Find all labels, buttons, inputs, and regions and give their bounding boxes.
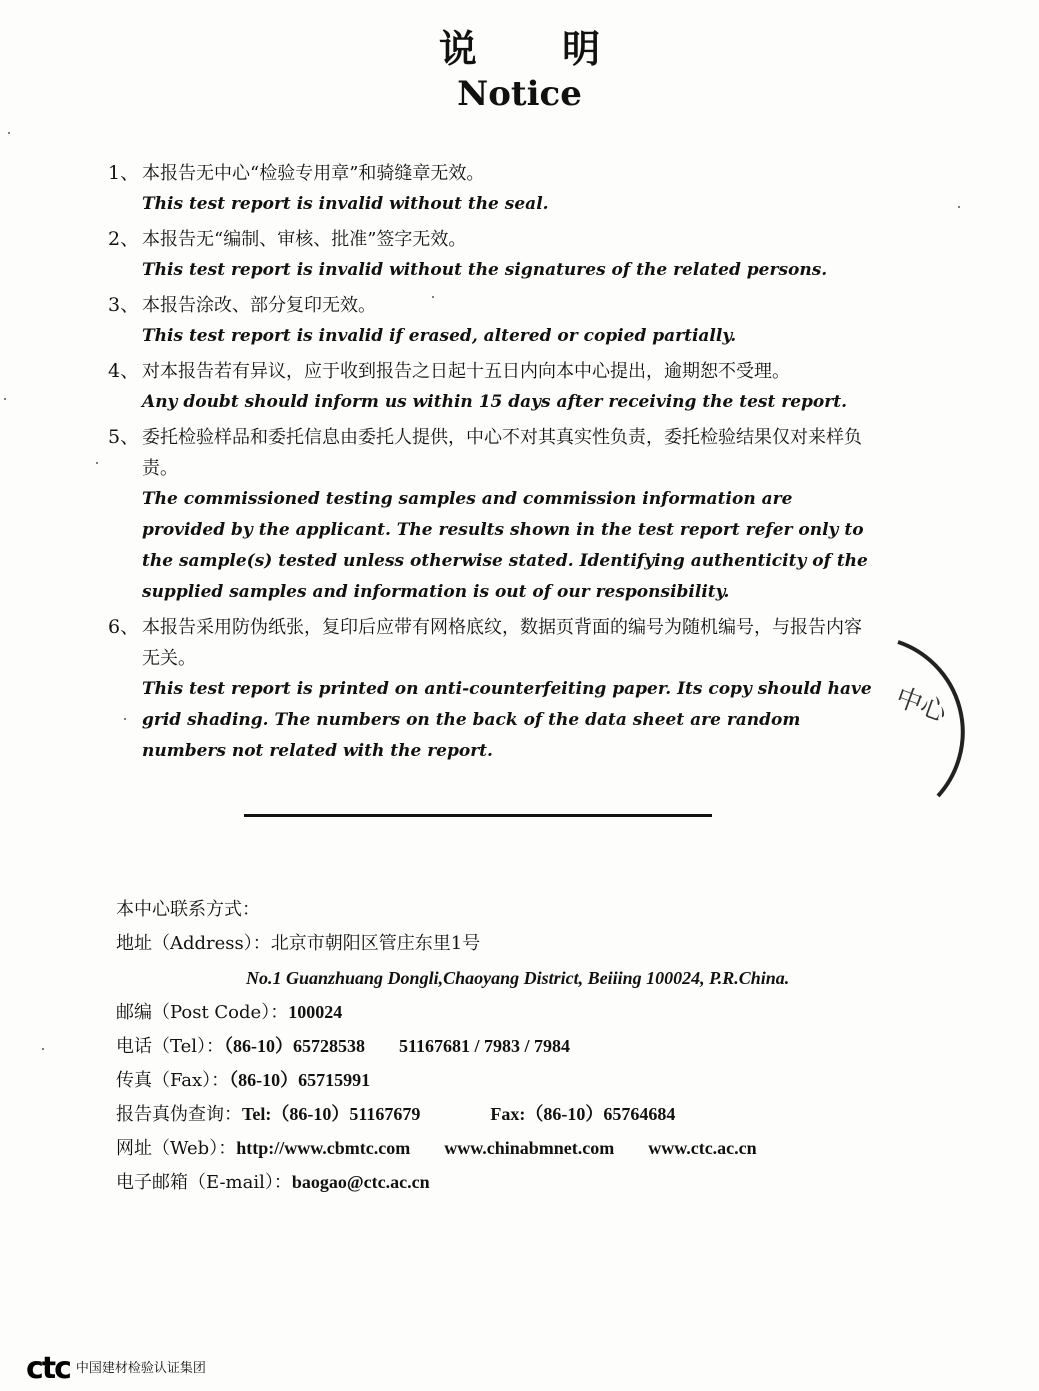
web-label: 网址（Web）： (116, 1138, 237, 1159)
scan-speck (432, 296, 434, 298)
item-text-cn: 本报告采用防伪纸张，复印后应带有网格底纹，数据页背面的编号为随机编号，与报告内容无关。 (142, 617, 862, 669)
item-number: 6、 (108, 616, 140, 638)
item-text-cn: 本报告无“编制、审核、批准”签字无效。 (142, 229, 467, 250)
tel-row (116, 1029, 916, 1063)
item-number: 2、 (108, 228, 140, 250)
tel-label: 电话（Tel）： (116, 1036, 225, 1057)
title-english: Notice (457, 74, 582, 114)
scan-speck (958, 206, 960, 208)
postcode-value: 100024 (288, 1002, 343, 1022)
fax-label: 传真（Fax）： (116, 1070, 230, 1091)
item-text-cn: 本报告无中心“检验专用章”和骑缝章无效。 (142, 163, 485, 184)
notice-item-2 (108, 224, 878, 286)
scan-speck (42, 1048, 44, 1050)
divider-line (244, 814, 712, 817)
item-text-en: The commissioned testing samples and commission information are provided by the applicant. The results shown in the test report refer only to the sample(s) tested unless otherwise stated. Identifying authenticity of the supplied samples and information is out of our responsibility. (142, 489, 868, 602)
tel-value-2: 51167681 / 7983 / 7984 (399, 1036, 571, 1056)
title-chinese: 说 明 (438, 26, 637, 71)
notice-item-4 (108, 356, 878, 418)
scan-speck (4, 398, 6, 400)
web-link-2[interactable]: www.chinabmnet.com (444, 1138, 615, 1158)
contact-heading-text: 本中心联系方式： (116, 899, 260, 920)
web-link-3[interactable]: www.ctc.ac.cn (648, 1138, 757, 1158)
postcode-row (116, 995, 916, 1029)
notice-item-1 (108, 158, 878, 220)
footer-logo (26, 1351, 206, 1386)
postcode-label: 邮编（Post Code）： (116, 1002, 289, 1023)
ctc-logo-mark: ctc (26, 1351, 70, 1386)
address-label: 地址（Address）： (116, 933, 271, 954)
logo-cn: 中国建材检验认证集团 (75, 1361, 206, 1376)
contact-heading (116, 893, 916, 927)
email-link[interactable]: baogao@ctc.ac.cn (291, 1172, 430, 1192)
item-number: 3、 (108, 294, 140, 316)
notice-item-5 (108, 422, 878, 608)
item-text-en: This test report is printed on anti-counterfeiting paper. Its copy should have grid shading. The numbers on the back of the data sheet are random numbers not related with the report. (142, 679, 872, 761)
notice-item-3 (108, 290, 878, 352)
seal-stamp (878, 634, 1028, 804)
fax-row (116, 1063, 916, 1097)
item-text-cn: 委托检验样品和委托信息由委托人提供，中心不对其真实性负责，委托检验结果仅对来样负责。 (142, 427, 862, 479)
email-row (116, 1165, 916, 1199)
tel-value: （86-10）65728538 (224, 1036, 366, 1056)
item-text-en: This test report is invalid without the seal. (142, 194, 549, 214)
item-number: 1、 (108, 162, 140, 184)
address-cn: 北京市朝阳区管庄东里1号 (270, 933, 481, 954)
verify-fax: Fax:（86-10）65764684 (490, 1104, 676, 1124)
item-number: 5、 (108, 426, 140, 448)
web-row (116, 1131, 916, 1165)
scan-speck (96, 462, 98, 464)
email-label: 电子邮箱（E-mail）： (116, 1172, 292, 1193)
verify-label: 报告真伪查询： (116, 1104, 242, 1125)
address-en: No.1 Guanzhuang Dongli,Chaoyang District, Beiiing 100024, P.R.China. (246, 968, 790, 988)
item-text-cn: 对本报告若有异议，应于收到报告之日起十五日内向本中心提出，逾期恕不受理。 (142, 361, 790, 382)
item-text-en: This test report is invalid without the signatures of the related persons. (142, 260, 828, 280)
item-text-cn: 本报告涂改、部分复印无效。 (142, 295, 376, 316)
notice-list (108, 158, 878, 771)
notice-item-6 (108, 612, 878, 767)
item-text-en: Any doubt should inform us within 15 days after receiving the test report. (142, 392, 848, 412)
item-text-en: This test report is invalid if erased, altered or copied partially. (142, 326, 737, 346)
address-row (116, 927, 916, 961)
logo-text (76, 1362, 206, 1376)
fax-value: （86-10）65715991 (229, 1070, 371, 1090)
scan-speck (124, 718, 126, 720)
contact-section (116, 893, 916, 1199)
scan-speck (8, 132, 10, 134)
item-number: 4、 (108, 360, 140, 382)
verify-tel: Tel:（86-10）51167679 (242, 1104, 421, 1124)
web-link-1[interactable]: http://www.cbmtc.com (236, 1138, 411, 1158)
seal-text: 中心 (891, 682, 951, 729)
verify-row (116, 1097, 916, 1131)
